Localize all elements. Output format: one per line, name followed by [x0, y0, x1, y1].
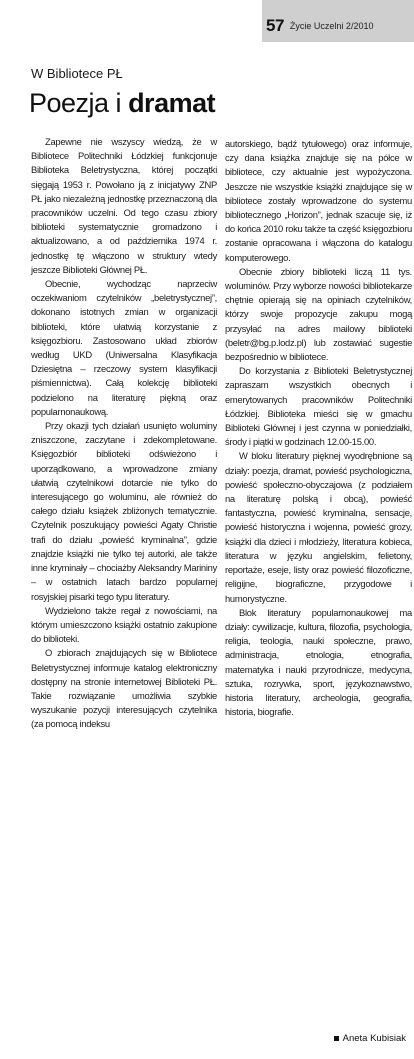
paragraph: Obecnie zbiory biblioteki liczą 11 tys. woluminów. Przy wyborze nowości bibliotekarze chętnie opierają się na opiniach czytelników, którzy swoje propozycje zakupu mogą przysyłać na adres mailowy biblioteki (beletr@bg.p.lodz.pl) lub zostawiać sugestie bezpośrednio w bibliotece.: [225, 265, 412, 363]
left-column: [31, 135, 217, 732]
paragraph: Zapewne nie wszyscy wiedzą, że w Bibliotece Politechniki Łódzkiej funkcjonuje Biblioteka Beletrystyczna, której początki sięgają 1953 r. Powołano ją z inicjatywy ZNP PŁ jako niezależną jednostkę przeznaczoną dla pracowników uczelni. Od tego czasu zbiory biblioteki systematycznie gromadzono i aktualizowano, a od października 1974 r. jednostkę tę włączono w struktury wtedy jeszcze Biblioteki Głównej PŁ.: [31, 136, 217, 275]
paragraph: Przy okazji tych działań usunięto woluminy zniszczone, zaczytane i zdekompletowane. Księgozbiór biblioteki odświeżono i uporządkowano, a wprowadzone zmiany ułatwią czytelnikowi dotarcie nie tylko do interesującego go woluminu, ale również do całego działu książek zbliżonych tematycznie. Czytelnik poszukujący powieści Agaty Christie trafi do działu „powieść kryminalna”, gdzie znajdzie książki nie tylko tej autorki, ale także inne kryminały – chociażby Aleksandry Marininy – w ostatnich latach bardzo popularnej rosyjskiej pisarki tego typu literatury.: [31, 420, 217, 602]
paragraph: O zbiorach znajdujących się w Bibliotece Beletrystycznej informuje katalog elektroniczny dostępny na stronie internetowej Biblioteki PŁ. Takie rozwiązanie umożliwia szybkie wyszukanie pozycji interesujących czytelnika (za pomocą indeksu: [31, 647, 217, 730]
right-column: [225, 137, 412, 719]
page-header: [266, 14, 414, 38]
title-light: Poezja i: [29, 88, 129, 118]
page-number: 57: [266, 16, 284, 35]
paragraph: Wydzielono także regał z nowościami, na którym umieszczono książki ostatnio zakupione do biblioteki.: [31, 604, 217, 645]
square-bullet-icon: [334, 1036, 339, 1041]
paragraph: Blok literatury popularnonaukowej ma działy: cywilizacje, kultura, filozofia, psychologia, religia, teologia, nauki społeczne, prawo, administracja, etnologia, etnografia, matematyka i nauki przyrodnicze, medycyna, sztuka, rozrywka, sport, językoznawstwo, historia literatury, archeologia, geografia, historia, biografie.: [225, 606, 412, 718]
section-label: W Bibliotece PŁ: [31, 66, 123, 81]
paragraph: W bloku literatury pięknej wyodrębnione są działy: poezja, dramat, powieść psychologiczna, powieść społeczno-obyczajowa (z podziałem na literaturę polską i obcą), powieść fantastyczna, powieść kryminalna, sensacje, powieść historyczna i wojenna, powieść grozy, książki dla dzieci i młodzieży, literatura kobieca, literatura w języku angielskim, felietony, reportaże, eseje, listy oraz powieść filozoficzne, religijne, biograficzne, przygodowe i humorystyczne.: [225, 450, 412, 604]
author-signature: [334, 1033, 406, 1044]
author-name: Aneta Kubisiak: [342, 1033, 406, 1044]
title-bold: dramat: [128, 88, 216, 118]
paragraph: Obecnie, wychodząc naprzeciw oczekiwaniom czytelników „beletrystycznej”, dokonano istotnych zmian w organizacji biblioteki, które ułatwią korzystanie z księgozbioru. Zastosowano układ zbiorów według UKD (Uniwersalna Klasyfikacja Dziesiętna – rzeczowy system klasyfikacji piśmiennictwa). Całą kolekcję biblioteki podzielono na literaturę piękną oraz popularnonaukową.: [31, 278, 217, 417]
magazine-issue: Życie Uczelni 2/2010: [289, 21, 374, 31]
paragraph-continuation: autorskiego, bądź tytułowego) oraz informuje, czy dana książka znajduje się na półce w bibliotece, czy aktualnie jest wypożyczona. Jeszcze nie wszystkie książki znajdujące się w bibliotece zostały wprowadzone do systemu bibliotecznego „Horizon”, jednak szacuje się, iż do końca 2010 roku także ta część księgozbioru zostanie opracowana i włączona do katalogu komputerowego.: [225, 138, 412, 263]
article-title: [29, 87, 215, 119]
paragraph: Do korzystania z Biblioteki Beletrystycznej zapraszam wszystkich obecnych i emerytowanych pracowników Politechniki Łódzkiej. Biblioteka mieści się w gmachu Biblioteki Głównej i jest czynna w poniedziałki, środy i piątki w godzinach 12.00-15.00.: [225, 365, 412, 448]
